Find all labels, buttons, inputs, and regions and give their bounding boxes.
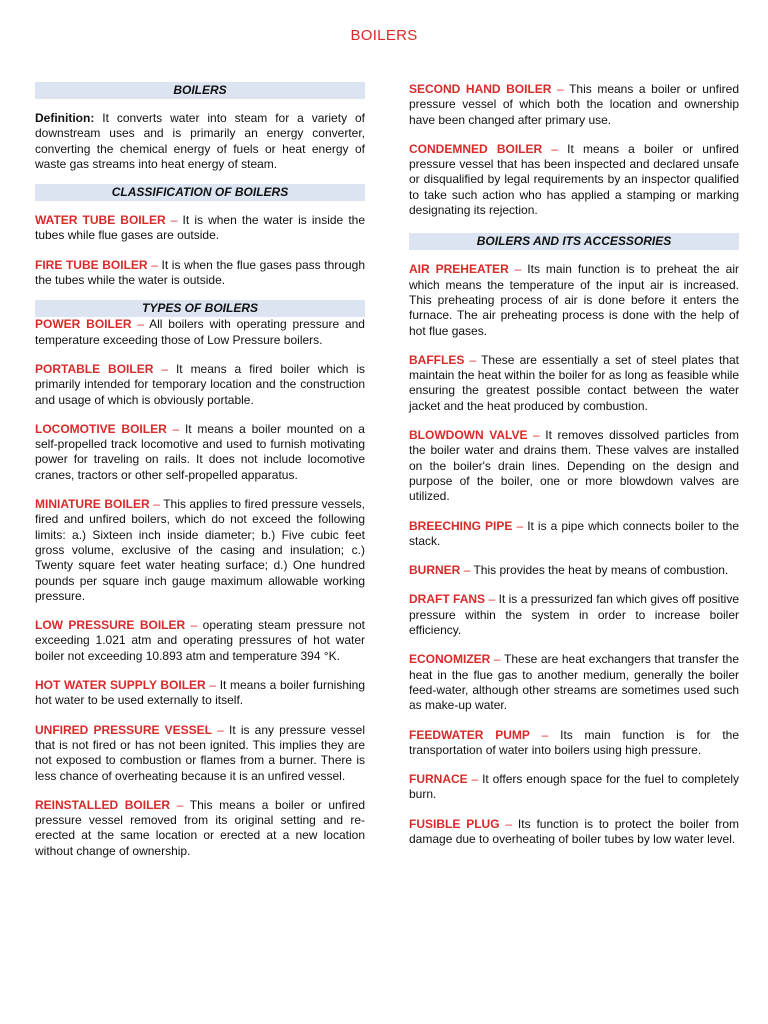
entry-dash: – — [131, 317, 150, 332]
entry-dash: – — [485, 592, 499, 607]
entry-text: Its function is to protect the boiler from damage due to overheating of boiler tubes by low water level. — [409, 816, 739, 846]
entry-dash: – — [149, 497, 164, 512]
definition-entry — [409, 652, 739, 713]
entry-dash: – — [185, 618, 203, 633]
definition-entry — [409, 519, 739, 550]
entry-text: This means a boiler or unfired pressure vessel of which both the location and ownership have been changed after primary use. — [409, 82, 739, 127]
entry-term: POWER BOILER — [35, 317, 132, 332]
left-column — [35, 82, 365, 859]
entry-dash: – — [166, 421, 185, 436]
entry-text: operating steam pressure not exceeding 1.021 atm and operating pressures of hot water boiler not exceeding 10.893 atm and temperature 394 °K. — [35, 618, 365, 663]
definition-entry — [409, 592, 739, 638]
entry-term: FIRE TUBE BOILER — [35, 257, 148, 272]
entry-term: MINIATURE BOILER — [35, 497, 150, 512]
entry-text: This applies to fired pressure vessels, fired and unfired boilers, which do not exceed the following limits: a.) Sixteen inch inside diameter; b.) Five cubic feet gross volume, exclusive of the casing and insulation; c.) Twenty square feet water heating surface; d.) One hundred pounds per square inch gauge maximum allowable working pressure. — [35, 497, 365, 603]
entry-dash: – — [464, 352, 482, 367]
section-heading-accessories: BOILERS AND ITS ACCESSORIES — [409, 233, 739, 250]
entry-text: Its main function is for the transportation of water into boilers using high pressure. — [409, 727, 740, 757]
entry-text: This means a boiler or unfired pressure vessel removed from its original setting and re-erected at the same location or erected at a new location without change of ownership. — [35, 797, 366, 858]
entry-term: BAFFLES — [409, 352, 465, 367]
entry-term: SECOND HAND BOILER — [409, 82, 552, 96]
entry-term: UNFIRED PRESSURE VESSEL — [35, 722, 213, 737]
entry-text: Its main function is to preheat the air which means the temperature of the input air is increased. This preheating process of air is done before it enters the furnace. The air preheating process is done with the help of hot flue gases. — [409, 262, 739, 338]
entry-dash: – — [205, 678, 220, 693]
entry-text: It is a pipe which connects boiler to the stack. — [409, 518, 740, 548]
definition-entry — [409, 563, 739, 578]
entry-term: FUSIBLE PLUG — [409, 816, 500, 831]
entry-text: It means a boiler furnishing hot water to be used externally to itself. — [35, 678, 366, 708]
definition-entry — [409, 142, 739, 218]
entry-text: It offers enough space for the fuel to completely burn. — [409, 772, 739, 802]
section-heading-classification: CLASSIFICATION OF BOILERS — [35, 184, 365, 201]
entry-dash: – — [460, 563, 474, 578]
entry-term: BURNER — [409, 563, 461, 578]
entry-text: It means a boiler mounted on a self-propelled track locomotive and used to furnish motivating power for traveling on rails. It does not include locomotive cranes, tractors or other self-propelled apparatus. — [35, 421, 365, 482]
entry-dash: – — [490, 652, 504, 667]
definition-entry — [409, 772, 739, 803]
entry-dash: – — [165, 213, 183, 228]
definition-entry — [409, 428, 739, 504]
types-list — [35, 317, 365, 859]
accessories-list — [409, 262, 739, 847]
entry-term: BLOWDOWN VALVE — [409, 428, 528, 443]
entry-dash: – — [170, 797, 190, 812]
definition-entry — [409, 353, 739, 414]
entry-term: AIR PREHEATER — [409, 262, 509, 277]
entry-dash: – — [512, 518, 528, 533]
entry-dash: – — [153, 361, 176, 376]
entry-text: These are heat exchangers that transfer the heat in the flue gas to another medium, generally the boiler feed-water, although other streams are sometimes used such as make-up water. — [409, 652, 739, 713]
definition-entry — [35, 497, 365, 604]
entry-text: It is when the flue gases pass through the tubes while the water is outside. — [35, 257, 365, 288]
section-heading-types: TYPES OF BOILERS — [35, 300, 365, 317]
definition-entry — [35, 317, 365, 348]
entry-term: HOT WATER SUPPLY BOILER — [35, 678, 206, 693]
entry-term: FURNACE — [409, 772, 468, 787]
entry-term: LOW PRESSURE BOILER — [35, 618, 186, 633]
right-column — [409, 82, 739, 847]
classification-list — [35, 213, 365, 288]
entry-dash: – — [508, 262, 528, 277]
entry-dash: – — [467, 772, 483, 787]
definition-entry — [409, 82, 739, 128]
definition-entry — [409, 817, 739, 848]
definition-entry — [35, 422, 365, 483]
entry-term: ECONOMIZER — [409, 652, 491, 667]
entry-text: It means a fired boiler which is primarily intended for temporary location and the construction and usage of which is obviously portable. — [35, 361, 366, 407]
entry-dash: – — [542, 141, 568, 156]
entry-term: CONDEMNED BOILER — [409, 141, 543, 156]
entry-dash: – — [527, 428, 546, 443]
definition-entry — [35, 362, 365, 408]
definition-entry — [409, 262, 739, 338]
definition-entry — [35, 798, 365, 859]
entry-term: BREECHING PIPE — [409, 518, 513, 533]
definition-entry — [409, 728, 739, 759]
definition-label: Definition: — [35, 111, 95, 125]
entry-term: DRAFT FANS — [409, 592, 486, 607]
definition-paragraph — [35, 111, 365, 172]
entry-dash: – — [212, 722, 229, 737]
entry-text: It is when the water is inside the tubes while flue gases are outside. — [35, 213, 366, 243]
entry-dash: – — [499, 816, 518, 831]
document-title: BOILERS — [350, 27, 418, 44]
entry-term: WATER TUBE BOILER — [35, 213, 166, 228]
entry-term: REINSTALLED BOILER — [35, 797, 171, 812]
section-heading-boilers: BOILERS — [35, 82, 365, 99]
entry-text: It is any pressure vessel that is not fired or has not been ignited. This implies they are not exposed to combustion or flames from a burner. There is less chance of overheating because it is an unfired vessel. — [35, 722, 365, 783]
entry-dash: – — [529, 727, 561, 742]
entry-text: It means a boiler or unfired pressure vessel that has been inspected and declared unsafe or disqualified by legal requirements by an inspector qualified to take such action who has applied a stamping or marking designating its rejection. — [409, 141, 739, 218]
entry-dash: – — [551, 82, 570, 96]
definition-text: It converts water into steam for a variety of downstream uses and is primarily an energy converter, converting the chemical energy of fuels or heat energy of waste gas streams into heat energy of steam. — [35, 111, 365, 171]
entry-term: PORTABLE BOILER — [35, 361, 154, 376]
entry-text: All boilers with operating pressure and temperature exceeding those of Low Pressure boilers. — [35, 317, 365, 347]
definition-entry — [35, 618, 365, 664]
definition-entry — [35, 258, 365, 289]
entry-term: LOCOMOTIVE BOILER — [35, 421, 167, 436]
entry-text: These are essentially a set of steel plates that maintain the heat within the boiler for as long as feasible while ensuring the greatest possible contact between the water jacket and the heat produced by combustion. — [409, 352, 740, 413]
definition-entry — [35, 678, 365, 709]
entry-text: It removes dissolved particles from the boiler water and drains them. These valves are installed on the boiler's drain lines. Depending on the design and purpose of the boiler, one or more blowdown valves are utilized. — [409, 428, 739, 504]
entry-dash: – — [147, 257, 162, 272]
definition-entry — [35, 213, 365, 244]
entry-text: It is a pressurized fan which gives off positive pressure within the system in order to increase boiler efficiency. — [409, 592, 740, 638]
right-types-list — [409, 82, 739, 218]
entry-text: This provides the heat by means of combustion. — [473, 563, 729, 578]
definition-entry — [35, 723, 365, 784]
entry-term: FEEDWATER PUMP — [409, 727, 530, 742]
